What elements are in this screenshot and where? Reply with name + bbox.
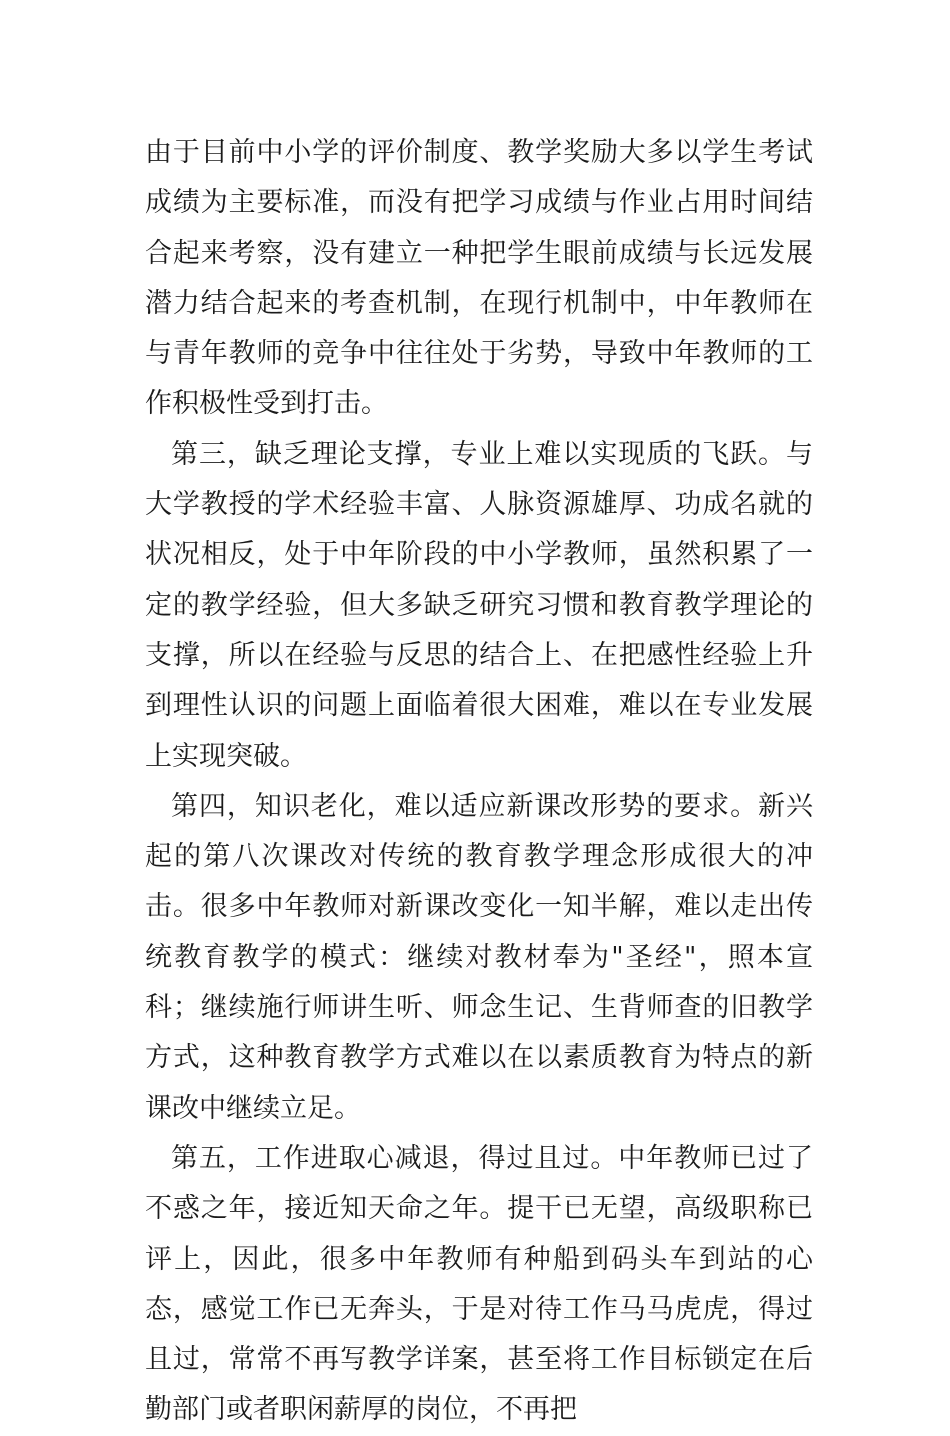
paragraph-fourth-point: 第四，知识老化，难以适应新课改形势的要求。新兴起的第八次课改对传统的教育教学理念形成很大的冲击。很多中年教师对新课改变化一知半解，难以走出传统教育教学的模式：继续对教材奉为"圣经"，照本宣科；继续施行师讲生听、师念生记、生背师查的旧教学方式，这种教育教学方式难以在以素质教育为特点的新课改中继续立足。: [145, 790, 813, 1124]
paragraph-third-point: 第三，缺乏理论支撑，专业上难以实现质的飞跃。与大学教授的学术经验丰富、人脉资源雄厚、功成名就的状况相反，处于中年阶段的中小学教师，虽然积累了一定的教学经验，但大多缺乏研究习惯和教育教学理论的支撑，所以在经验与反思的结合上、在把感性经验上升到理性认识的问题上面临着很大困难，难以在专业发展上实现突破。: [145, 438, 813, 772]
paragraph-continued: 由于目前中小学的评价制度、教学奖励大多以学生考试成绩为主要标准，而没有把学习成绩与作业占用时间结合起来考察，没有建立一种把学生眼前成绩与长远发展潜力结合起来的考查机制，在现行机制中，中年教师在与青年教师的竞争中往往处于劣势，导致中年教师的工作积极性受到打击。: [145, 137, 813, 420]
paragraph-fifth-point: 第五，工作进取心减退，得过且过。中年教师已过了不惑之年，接近知天命之年。提干已无望，高级职称已评上，因此，很多中年教师有种船到码头车到站的心态，感觉工作已无奔头，于是对待工作马马虎虎，得过且过，常常不再写教学详案，甚至将工作目标锁定在后勤部门或者职闲薪厚的岗位，不再把: [145, 1142, 813, 1426]
document-body: [145, 128, 813, 1436]
